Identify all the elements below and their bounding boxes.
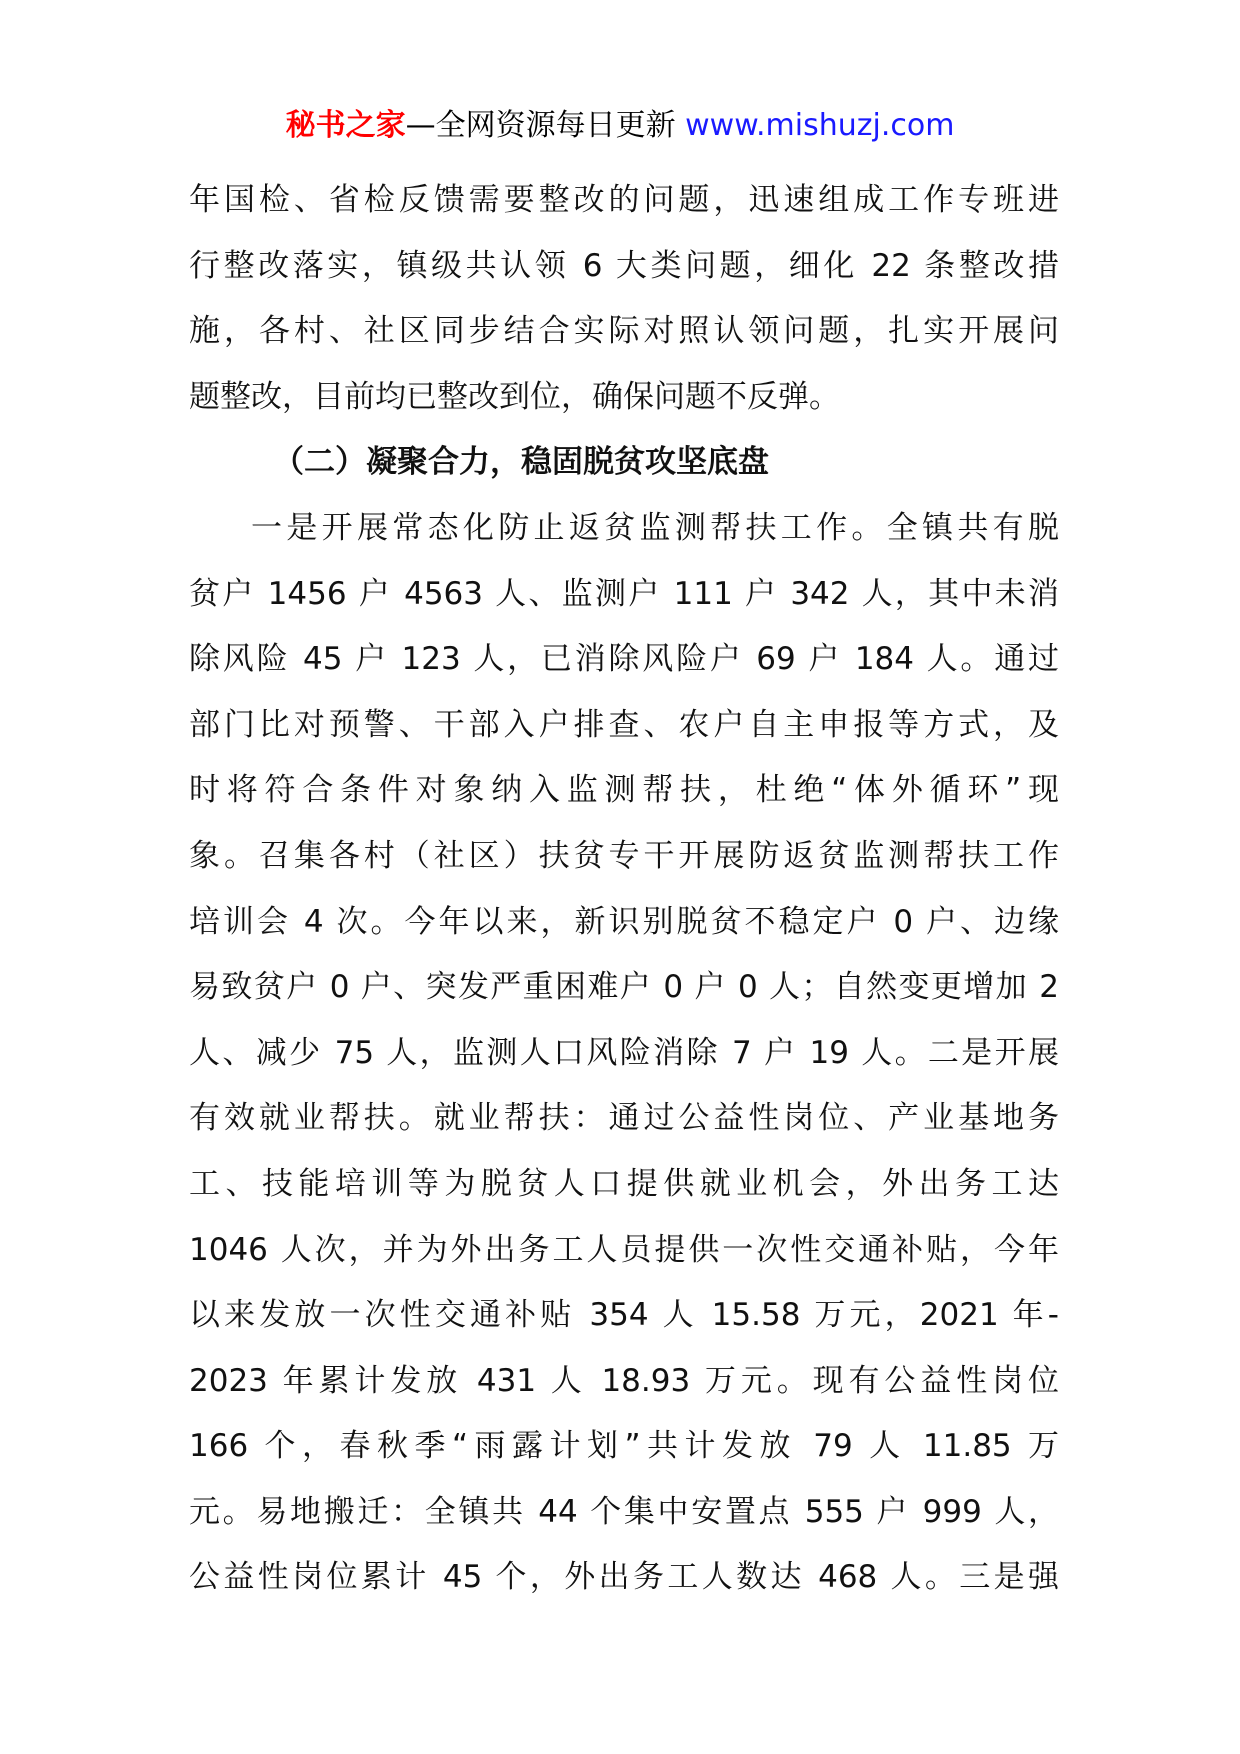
brand-name: 秘书之家: [285, 108, 406, 143]
paragraph-line: 元。易地搬迁：全镇共 44 个集中安置点 555 户 999 人，: [189, 1493, 1059, 1530]
paragraph-line: 培训会 4 次。今年以来，新识别脱贫不稳定户 0 户、边缘: [189, 903, 1059, 940]
paragraph-line: 除风险 45 户 123 人，已消除风险户 69 户 184 人。通过: [189, 641, 1059, 678]
paragraph-line: 时将符合条件对象纳入监测帮扶，杜绝“体外循环”现: [189, 772, 1059, 809]
paragraph-line: 有效就业帮扶。就业帮扶：通过公益性岗位、产业基地务: [189, 1100, 1059, 1137]
paragraph-line: 以来发放一次性交通补贴 354 人 15.58 万元，2021 年-: [189, 1297, 1059, 1334]
paragraph-line: 1046 人次，并为外出务工人员提供一次性交通补贴，今年: [189, 1231, 1059, 1268]
paragraph-line: 一是开展常态化防止返贫监测帮扶工作。全镇共有脱: [251, 509, 1059, 546]
page-header: [0, 104, 1240, 148]
paragraph-line: 年国检、省检反馈需要整改的问题，迅速组成工作专班进: [189, 182, 1059, 218]
paragraph-line: 工、技能培训等为脱贫人口提供就业机会，外出务工达: [189, 1165, 1059, 1202]
paragraph-line: 象。召集各村（社区）扶贫专干开展防返贫监测帮扶工作: [189, 837, 1059, 874]
paragraph-line: 166 个，春秋季“雨露计划”共计发放 79 人 11.85 万: [189, 1428, 1059, 1465]
paragraph-line: 2023 年累计发放 431 人 18.93 万元。现有公益性岗位: [189, 1362, 1059, 1399]
header-tagline: —全网资源每日更新: [405, 108, 676, 143]
body-text: [189, 168, 1059, 1611]
paragraph-line: 题整改，目前均已整改到位，确保问题不反弹。: [189, 378, 840, 415]
paragraph-line: 行整改落实，镇级共认领 6 大类问题，细化 22 条整改措: [189, 247, 1059, 284]
paragraph-line: 贫户 1456 户 4563 人、监测户 111 户 342 人，其中未消: [189, 575, 1059, 612]
paragraph-line: 部门比对预警、干部入户排查、农户自主申报等方式，及: [189, 706, 1059, 743]
section-heading: （二）凝聚合力，稳固脱贫攻坚底盘: [273, 444, 769, 481]
paragraph-line: 人、减少 75 人，监测人口风险消除 7 户 19 人。二是开展: [189, 1034, 1059, 1071]
paragraph-line: 公益性岗位累计 45 个，外出务工人数达 468 人。三是强: [189, 1559, 1059, 1596]
website-link[interactable]: www.mishuzj.com: [685, 108, 955, 143]
paragraph-line: 易致贫户 0 户、突发严重困难户 0 户 0 人；自然变更增加 2: [189, 969, 1059, 1006]
paragraph-line: 施，各村、社区同步结合实际对照认领问题，扎实开展问: [189, 313, 1059, 350]
